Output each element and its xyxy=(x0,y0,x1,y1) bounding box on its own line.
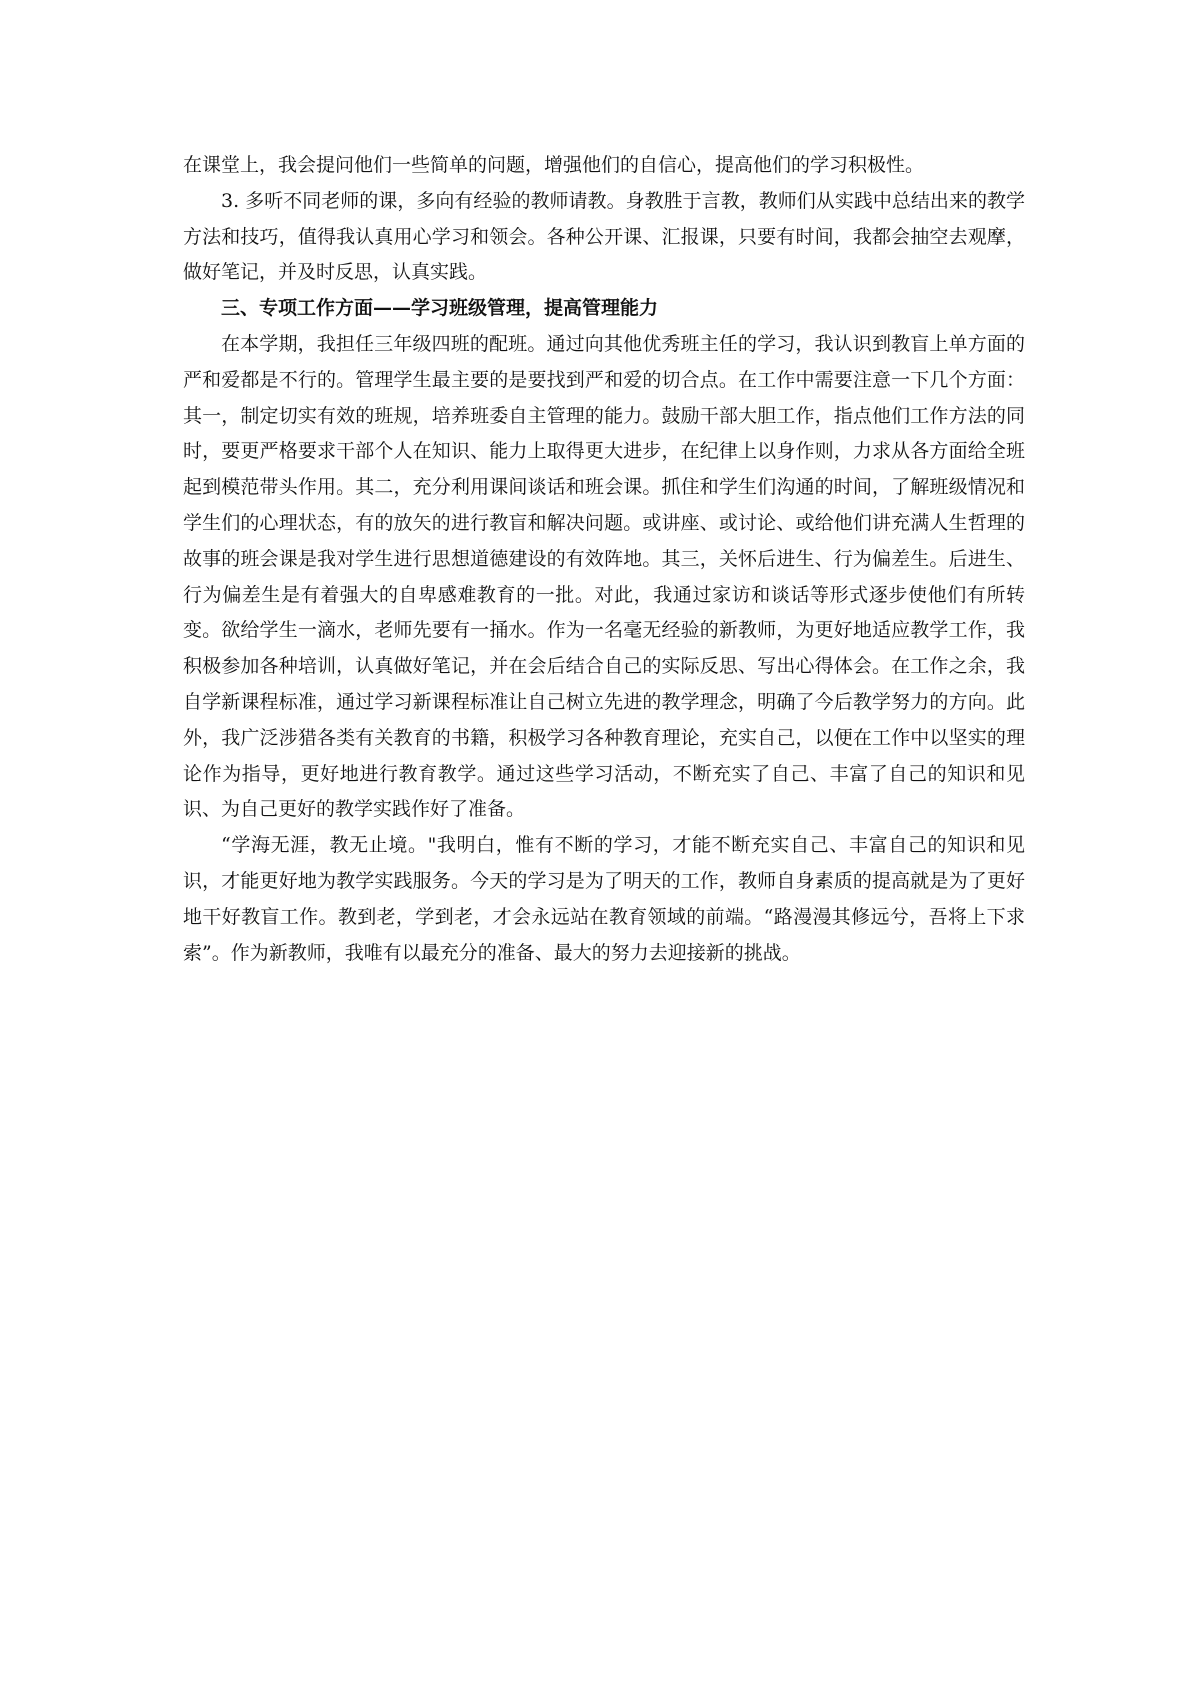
paragraph-list-item-3: 3. 多听不同老师的课，多向有经验的教师请教。身教胜于言教，教师们从实践中总结出来的教学方法和技巧，值得我认真用心学习和领会。各种公开课、汇报课，只要有时间，我都会抽空去观摩，做好笔记，并及时反思，认真实践。 xyxy=(183,189,1025,284)
paragraph-class-management: 在本学期，我担任三年级四班的配班。通过向其他优秀班主任的学习，我认识到教盲上单方面的严和爱都是不行的。管理学生最主要的是要找到严和爱的切合点。在工作中需要注意一下几个方面：其一，制定切实有效的班规，培养班委自主管理的能力。鼓励干部大胆工作，指点他们工作方法的同时，要更严格要求干部个人在知识、能力上取得更大进步，在纪律上以身作则，力求从各方面给全班起到模范带头作用。其二，充分利用课间谈话和班会课。抓住和学生们沟通的时间，了解班级情况和学生们的心理状态，有的放矢的进行教盲和解决问题。或讲座、或讨论、或给他们讲充满人生哲理的故事的班会课是我对学生进行思想道德建设的有效阵地。其三，关怀后进生、行为偏差生。后进生、行为偏差生是有着强大的自卑感难教育的一批。对此，我通过家访和谈话等形式逐步使他们有所转变。欲给学生一滴水，老师先要有一捅水。作为一名毫无经验的新教师，为更好地适应教学工作，我积极参加各种培训，认真做好笔记，并在会后结合自己的实际反思、写出心得体会。在工作之余，我自学新课程标准，通过学习新课程标准让自己树立先进的教学理念，明确了今后教学努力的方向。此外，我广泛涉猎各类有关教育的书籍，积极学习各种教育理论，充实自己，以便在工作中以坚实的理论作为指导，更好地进行教育教学。通过这些学习活动，不断充实了自己、丰富了自己的知识和见识、为自己更好的教学实践作好了准备。 xyxy=(183,332,1025,821)
section-heading: 三、专项工作方面——学习班级管理，提高管理能力 xyxy=(221,297,659,320)
paragraph-continuation: 在课堂上，我会提问他们一些简单的问题，增强他们的自信心，提高他们的学习积极性。 xyxy=(183,154,925,176)
document-body xyxy=(183,148,1025,971)
paragraph-conclusion: “学海无涯，教无止境。"我明白，惟有不断的学习，才能不断充实自己、丰富自己的知识和见识，才能更好地为教学实践服务。今天的学习是为了明天的工作，教师自身素质的提高就是为了更好地干好教盲工作。教到老，学到老，才会永远站在教育领域的前端。“路漫漫其修远兮，吾将上下求索”。作为新教师，我唯有以最充分的准备、最大的努力去迎接新的挑战。 xyxy=(183,834,1025,964)
